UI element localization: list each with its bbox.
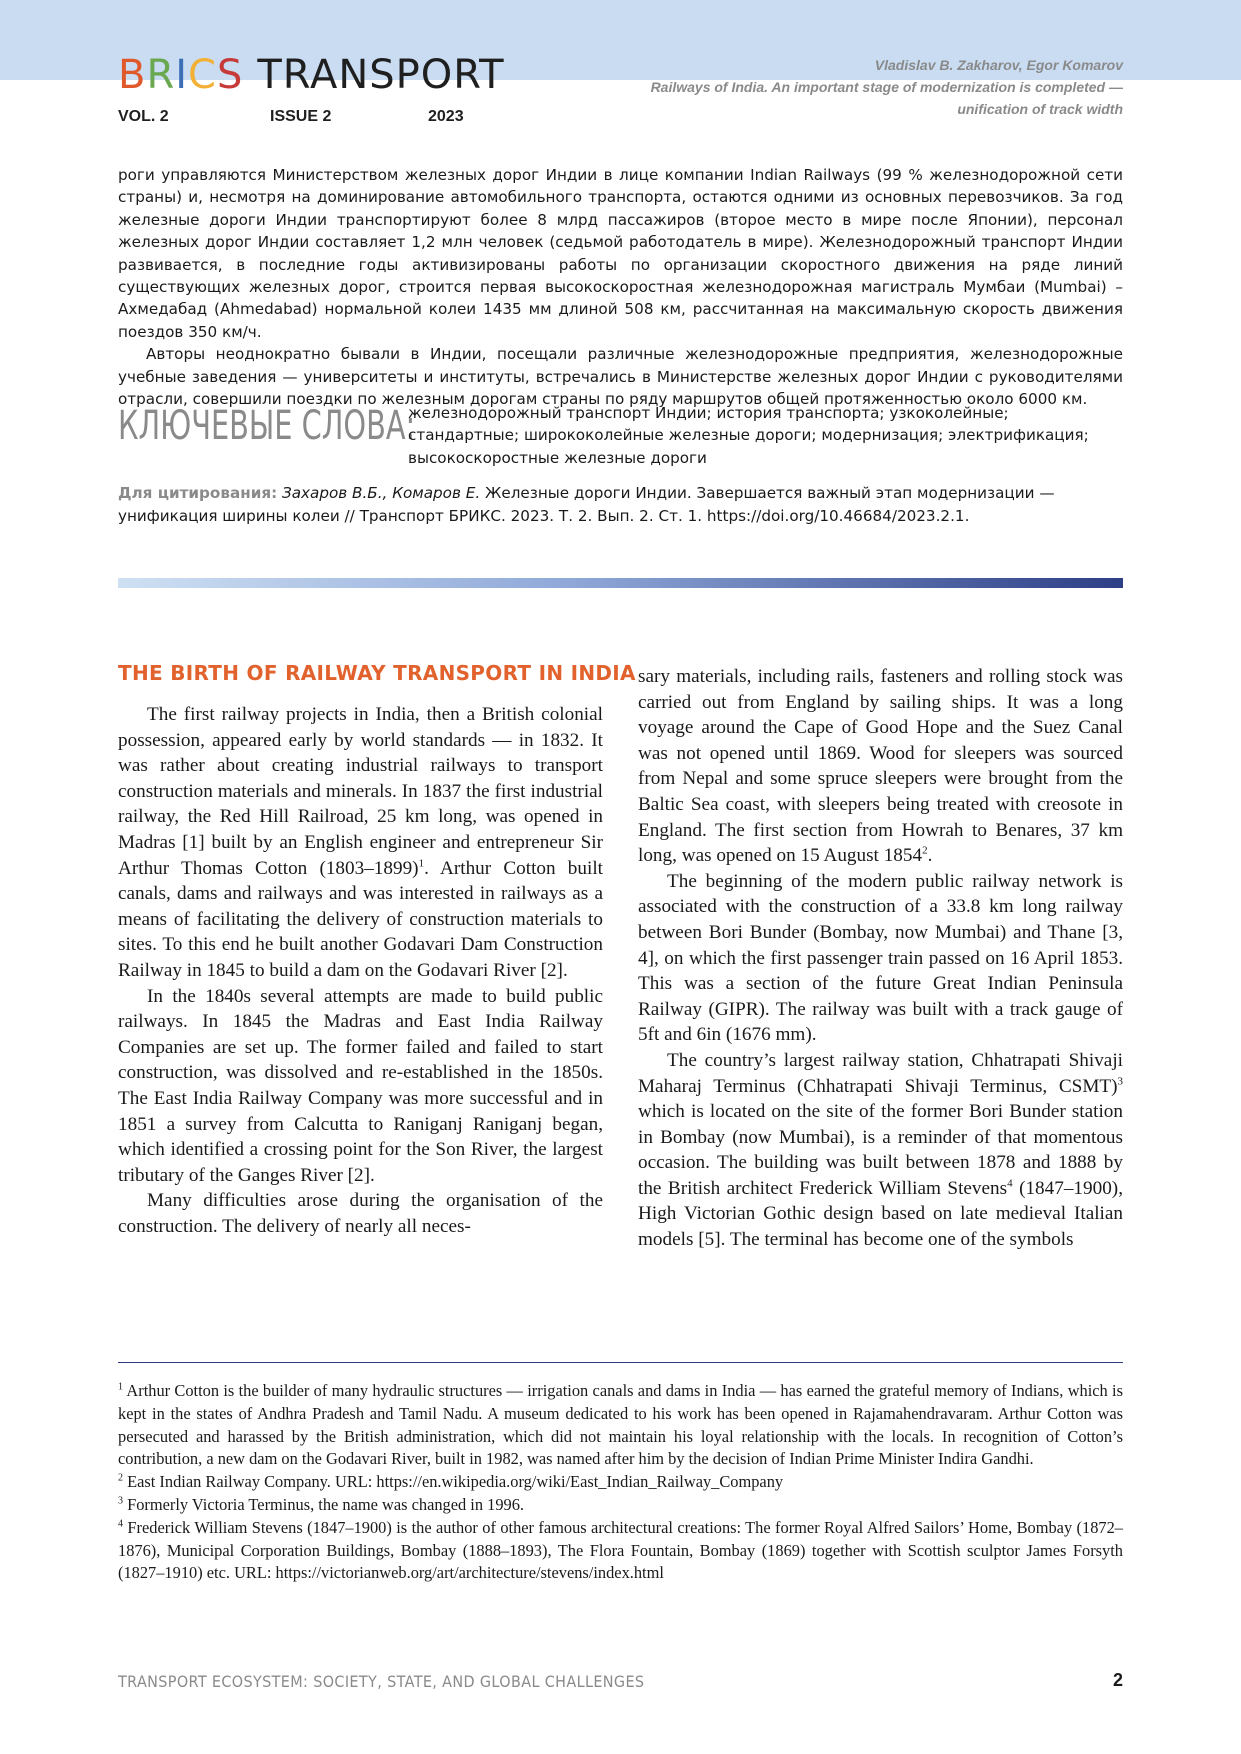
running-title-line-2: unification of track width (957, 101, 1123, 117)
citation-text: Железные дороги Индии. Завершается важный этап модернизации — унификация ширины колеи // Транспорт БРИКС. 2023. Т. 2. Вып. 2. Ст. 1. https://doi.org/10.46684/2023.2.1. (118, 484, 1055, 525)
authors: Vladislav B. Zakharov, Egor Komarov (874, 57, 1123, 73)
left-column (118, 660, 636, 1239)
footnote-ref[interactable]: 2 (922, 844, 928, 857)
body-paragraph: The first railway projects in India, then a British colonial possession, appeared early by world standards — in 1832. It was rather about creating industrial railways to transport construction materials and minerals. In 1837 the first industrial railway, the Red Hill Railroad, 25 km long, was opened in Madras [1] built by an English engineer and entrepreneur Sir Arthur Thomas Cotton (1803–1899)$^1$. Arthur Cotton built canals, dams and railways and was interested in railways as a means of facilitating the delivery of construction materials to sites. To this end he built another Godavari Dam Construction Railway in 1845 to build a dam on the Godavari River [2]. (118, 704, 603, 981)
footnote: $^4$ Frederick William Stevens (1847–1900) is the author of other famous architectural creations: The former Royal Alfred Sailors’ Home, Bombay (1872–1876), Municipal Corporation Buildings, Bombay (1888–1893), The Flora Fountain, Bombay (1869) together with Scottish sculptor James Forsyth (1827–1910) etc. URL: https://victorianweb.org/art/architecture/stevens/index.html (118, 1517, 1123, 1583)
gradient-divider (118, 578, 1123, 588)
citation-label: Для цитирования: (118, 484, 278, 502)
footnote: $^1$ Arthur Cotton is the builder of many hydraulic structures — irrigation canals and dams in India — has earned the grateful memory of Indians, which is kept in the states of Andhra Pradesh and Tamil Nadu. A museum dedicated to his work has been opened in Rajamahendravaram. Arthur Cotton was persecuted and harassed by the British administration, which did not maintain his loyal relationship with the locals. In recognition of Cotton’s contribution, a new dam on the Godavari River, built in 1982, was named after him by the decision of Indian Prime Minister Indira Gandhi. (118, 1381, 1123, 1469)
footnotes (118, 1380, 1123, 1585)
footnote-ref[interactable]: 1 (418, 857, 425, 870)
citation-block (118, 482, 1123, 528)
year-label: 2023 (428, 108, 464, 125)
journal-logo: BRICS TRANSPORT (118, 52, 505, 98)
footnote: $^3$ Formerly Victoria Terminus, the name was changed in 1996. (118, 1494, 525, 1514)
volume-label: VOL. 2 (118, 108, 169, 125)
body-paragraph: The beginning of the modern public railway network is associated with the construction of a 33.8 km long railway between Bori Bunder (Bombay, now Mumbai) and Thane [3, 4], on which the first passenger train passed on 16 April 1853. This was a section of the future Great Indian Peninsula Railway (GIPR). The railway was built with a track gauge of 5ft and 6in (1676 mm). (638, 870, 1123, 1046)
keywords-block (118, 402, 1123, 472)
page-number: 2 (1112, 1670, 1123, 1690)
running-header (603, 54, 1123, 120)
citation-authors: Захаров В.Б., Комаров Е. (282, 484, 481, 502)
footnote-ref[interactable]: 4 (1007, 1177, 1013, 1190)
footnote: $^2$ East Indian Railway Company. URL: https://en.wikipedia.org/wiki/East_Indian_Railway_Company (118, 1472, 784, 1492)
right-column (638, 664, 1123, 1253)
body-paragraph: The country’s largest railway station, Chhatrapati Shivaji Maharaj Terminus (Chhatrapati Shivaji Terminus, CSMT)$^3$ which is located on the site of the former Bori Bunder station in Bombay (now Mumbai), is a reminder of that momentous occasion. The building was built between 1878 and 1888 by the British architect Frederick William Stevens$^4$ (1847–1900), High Victorian Gothic design based on late medieval Italian models [5]. The terminal has become one of the symbols (638, 1049, 1123, 1251)
body-paragraph: Many difficulties arose during the organisation of the construction. The delivery of nearly all neces- (118, 1190, 603, 1237)
footnote-rule (118, 1362, 1123, 1363)
footnote-ref[interactable]: 3 (1117, 1075, 1123, 1088)
abstract-paragraph: роги управляются Министерством железных дорог Индии в лице компании Indian Railways (99 % железнодорожной сети страны) и, несмотря на доминирование автомобильного транспорта, остаются одними из основных перевозчиков. За год железные дороги Индии транспортируют более 8 млрд пассажиров (второе место в мире после Японии), персонал железных дорог Индии составляет 1,2 млн человек (седьмой работодатель в мире). Железнодорожный транспорт Индии развивается, в последние годы активизированы работы по организации скоростного движения на ряде линий существующих железных дорог, строится первая высокоскоростная железнодорожная магистраль Мумбаи (Mumbai) – Ахмедабад (Ahmedabad) нормальной колеи 1435 мм длиной 508 км, рассчитанная на максимальную скорость движения поездов 350 км/ч. (118, 166, 1123, 341)
running-title-line-1: Railways of India. An important stage of modernization is completed — (650, 79, 1123, 95)
page-header (118, 50, 1123, 140)
keywords-text: железнодорожный транспорт Индии; история транспорта; узкоколейные; стандартные; ширококолейные железные дороги; модернизация; электрификация; высокоскоростные железные дороги (408, 404, 1089, 467)
footer-section-name: TRANSPORT ECOSYSTEM: SOCIETY, STATE, AND GLOBAL CHALLENGES (118, 1672, 645, 1691)
body-paragraph: sary materials, including rails, fasteners and rolling stock was carried out from England by sailing ships. It was a long voyage around the Cape of Good Hope and the Suez Canal was not opened until 1869. Wood for sleepers was sourced from Nepal and some spruce sleepers were brought from the Baltic Sea coast, with sleepers being treated with creosote in England. The first section from Howrah to Benares, 37 km long, was opened on 15 August 1854$^2$. (638, 666, 1123, 867)
abstract (118, 164, 1123, 410)
keywords-label: КЛЮЧЕВЫЕ СЛОВА: (118, 403, 416, 449)
logo-word: TRANSPORT (257, 52, 505, 98)
issue-label: ISSUE 2 (270, 108, 332, 125)
abstract-paragraph: Авторы неоднократно бывали в Индии, посещали различные железнодорожные предприятия, железнодорожные учебные заведения — университеты и институты, встречались в Министерстве железных дорог Индии с руководителями отрасли, совершили поездки по железным дорогам страны по ряду маршрутов общей протяженностью около 6000 км. (118, 345, 1123, 409)
section-title: THE BIRTH OF RAILWAY TRANSPORT IN INDIA (118, 661, 636, 685)
body-paragraph: In the 1840s several attempts are made to build public railways. In 1845 the Madras and East India Railway Companies are set up. The former failed and failed to start construction, was dissolved and re-established in the 1850s. The East India Railway Company was more successful and in 1851 a survey from Calcutta to Raniganj Raniganj began, which identified a crossing point for the Son River, the largest tributary of the Ganges River [2]. (118, 985, 603, 1186)
